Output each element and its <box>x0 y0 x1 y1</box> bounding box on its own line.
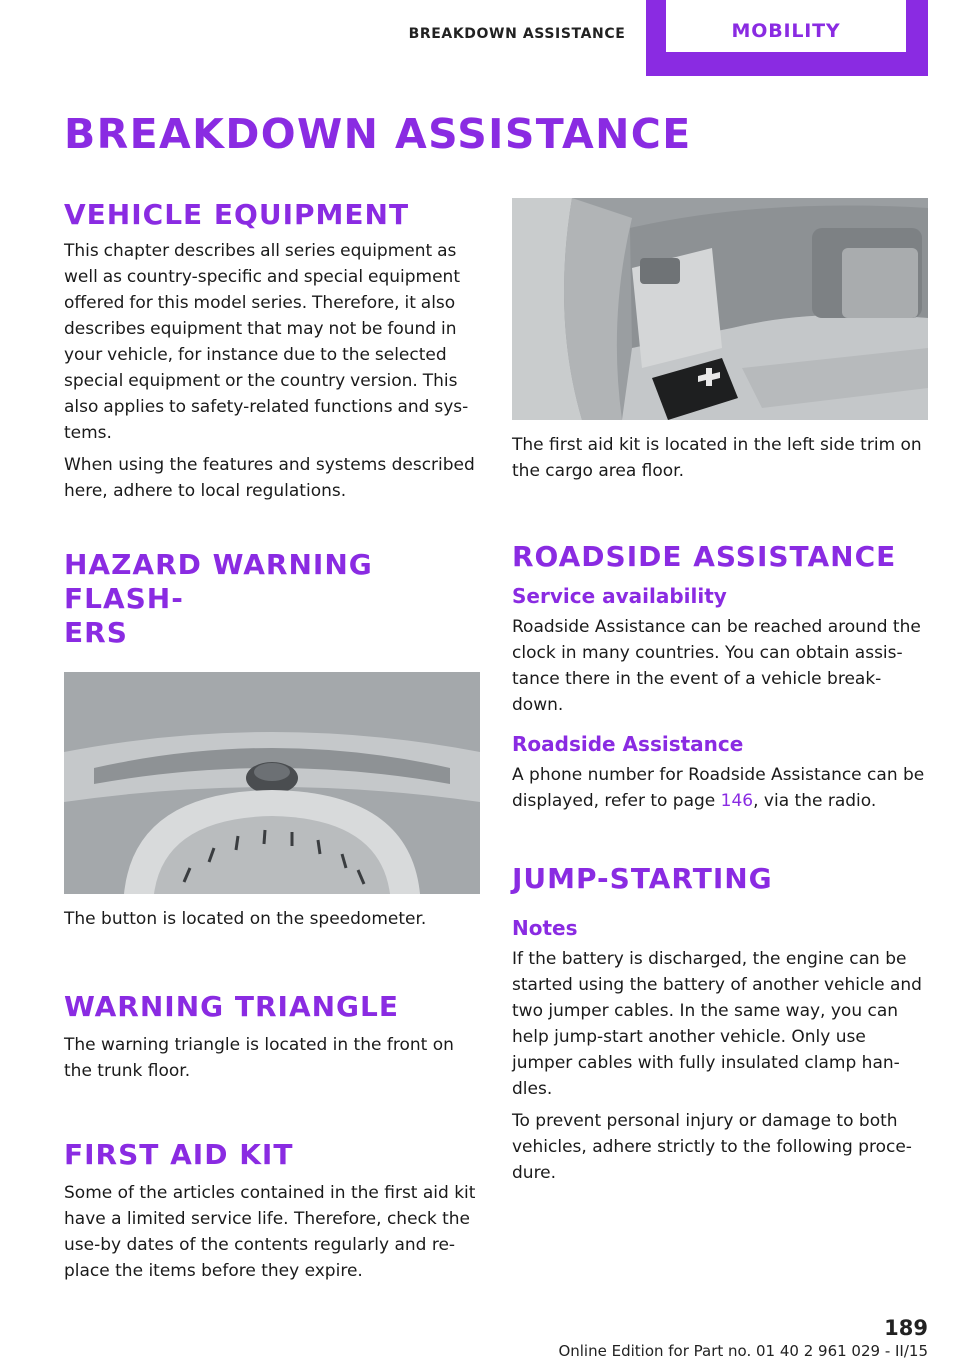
first-aid-paragraph: Some of the articles contained in the first aid kit have a limited service life. Therefore, check the use-by dates of the contents regularly and re‐ place the items before they expire. <box>64 1183 476 1281</box>
vehicle-equipment-paragraph-2: When using the features and systems described here, adhere to local regulations. <box>64 455 475 501</box>
jump-starting-paragraph-2: To prevent personal injury or damage to both vehicles, adhere strictly to the following proce‐ dure. <box>512 1111 912 1183</box>
page-number: 189 <box>884 1316 928 1340</box>
heading-hazard-line-1: HAZARD WARNING FLASH‐ <box>64 548 373 615</box>
page-title: BREAKDOWN ASSISTANCE <box>64 110 692 158</box>
left-column <box>64 198 482 1284</box>
cargo-area-first-aid-photo <box>512 198 928 420</box>
heading-jump-starting: JUMP-STARTING <box>512 862 773 895</box>
jump-starting-paragraph-1: If the battery is discharged, the engine can be started using the battery of another vehicle and two jumper cables. In the same way, you can help jump-start another vehicle. Only use jumper cables with fully insulated clamp han‐ dles. <box>512 949 922 1099</box>
roadside-assistance-paragraph <box>512 762 930 814</box>
heading-warning-triangle: WARNING TRIANGLE <box>64 990 400 1023</box>
heading-first-aid-kit: FIRST AID KIT <box>64 1138 294 1171</box>
subheading-roadside-assistance: Roadside Assistance <box>512 732 744 756</box>
footer-edition: Online Edition for Part no. 01 40 2 961 029 - II/15 <box>558 1342 928 1360</box>
page-reference-link[interactable]: 146 <box>720 791 754 811</box>
subheading-service-availability: Service availability <box>512 584 727 608</box>
heading-roadside-assistance: ROADSIDE ASSISTANCE <box>512 540 897 573</box>
warning-triangle-paragraph: The warning triangle is located in the front on the trunk floor. <box>64 1035 454 1081</box>
first-aid-photo-caption: The first aid kit is located in the left side trim on the cargo area floor. <box>512 435 922 481</box>
subheading-notes: Notes <box>512 916 578 940</box>
right-column <box>512 198 930 1186</box>
vehicle-equipment-paragraph-1: This chapter describes all series equipment as well as country-specific and special equipment offered for this model series. Therefore, it also describes equipment that may not be found in your vehicle, for instance due to the selected special equipment or the country version. This also applies to safety-related functions and sys‐ tems. <box>64 241 469 443</box>
hazard-photo-caption: The button is located on the speedometer. <box>64 909 427 929</box>
heading-hazard-line-2: ERS <box>64 616 128 649</box>
roadside-text-before-link: A phone number for Roadside Assistance can be displayed, refer to page <box>512 765 925 811</box>
heading-hazard-warning <box>64 548 482 650</box>
header-section-title: BREAKDOWN ASSISTANCE <box>408 26 626 42</box>
speedometer-hazard-button-photo <box>64 672 480 894</box>
roadside-text-after-link: , via the radio. <box>753 791 877 811</box>
chapter-tab <box>646 0 928 76</box>
chapter-tab-label: MOBILITY <box>666 0 906 52</box>
heading-vehicle-equipment: VEHICLE EQUIPMENT <box>64 198 410 231</box>
page-header <box>0 0 960 76</box>
service-availability-paragraph: Roadside Assistance can be reached around the clock in many countries. You can obtain assis‐ tance there in the event of a vehicle break‐ down. <box>512 617 921 715</box>
